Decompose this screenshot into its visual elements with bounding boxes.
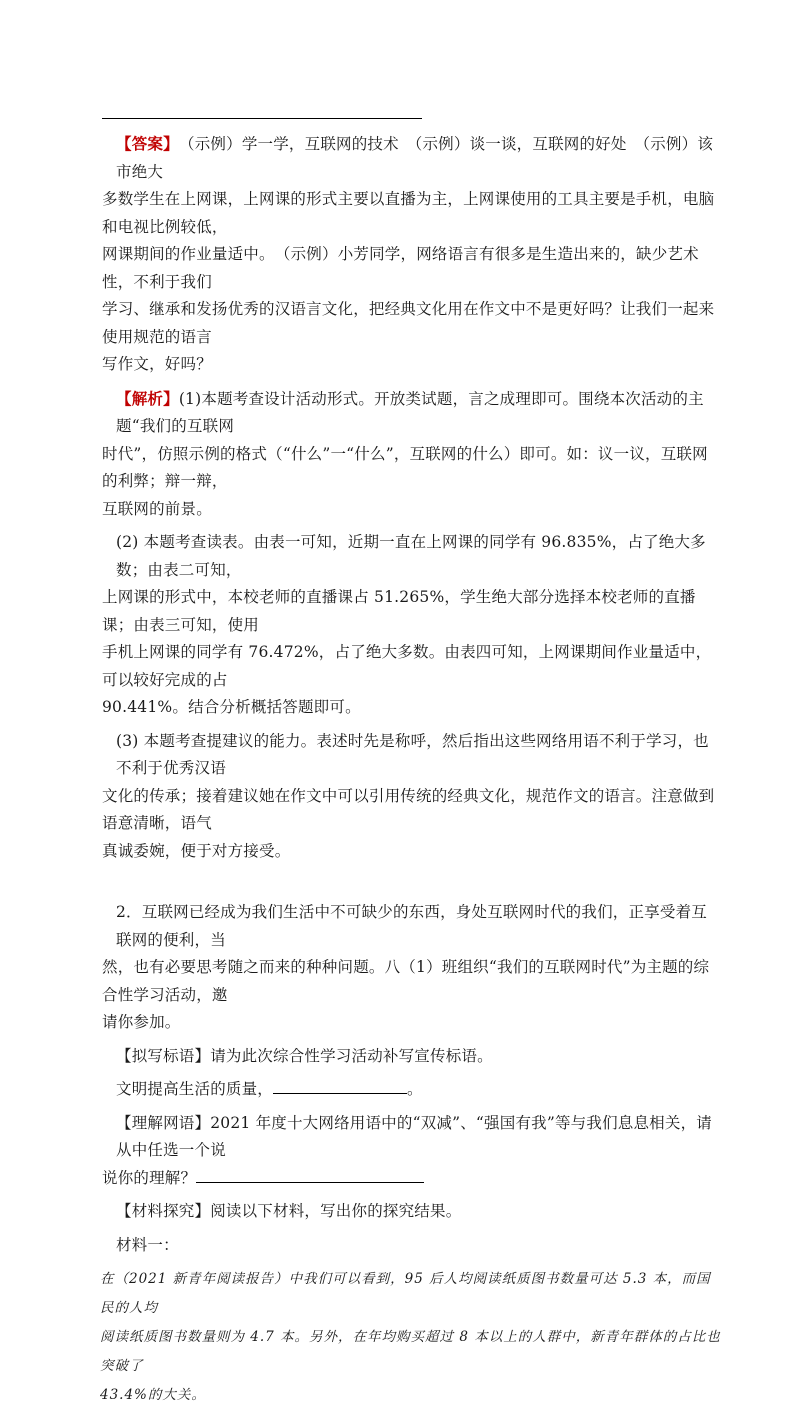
material-line-2: 阅读纸质图书数量则为 4.7 本。另外，在年均购买超过 8 本以上的人群中，新青年群体的占比也突破了 <box>100 1329 721 1374</box>
material-prompt: 【材料探究】阅读以下材料，写出你的探究结果。 <box>116 1202 462 1220</box>
slogan-line: 文明提高生活的质量， 。 <box>102 1076 722 1104</box>
question2-line-2: 然，也有必要思考随之而来的种种问题。八（1）班组织“我们的互联网时代”为主题的综合性学习活动，邀 <box>102 958 710 1004</box>
answer-tag: 【答案】 <box>116 134 172 153</box>
answer-line-3: 网课期间的作业量适中。 （示例）小芳同学，网络语言有很多是生造出来的，缺少艺术性，不利于我们 <box>102 245 699 291</box>
slogan-prompt: 【拟写标语】请为此次综合性学习活动补写宣传标语。 <box>116 1046 493 1065</box>
answer-line-5: 写作文，好吗？ <box>102 355 212 373</box>
question2-line-1: 2．互联网已经成为我们生活中不可缺少的东西，身处互联网时代的我们，正享受着互联网的便利，当 <box>116 903 707 949</box>
question2-line-3: 请你参加。 <box>102 1013 181 1031</box>
analysis-p2-line-3: 手机上网课的同学有 76.472%，占了绝大多数。由表四可知，上网课期间作业量适中，可以较好完成的占 <box>102 643 712 689</box>
analysis-p1-line-3: 互联网的前景。 <box>102 499 212 518</box>
analysis-p2-line-4: 90.441%。结合分析概括答题即可。 <box>102 698 361 716</box>
analysis-p1-line-2: 时代”，仿照示例的格式（“什么”一“什么”，互联网的什么）即可。如：议一议，互联网的利弊；辩一辩， <box>102 444 708 490</box>
analysis-p3-line-1: (3) 本题考查提建议的能力。表述时先是称呼，然后指出这些网络用语不利于学习，也不利于优秀汉语 <box>116 731 709 777</box>
netword-answer-blank[interactable] <box>196 1166 424 1183</box>
analysis-p2-line-2: 上网课的形式中，本校老师的直播课占 51.265%，学生绝大部分选择本校老师的直播课；由表三可知，使用 <box>102 588 696 634</box>
analysis-tag: 【解析】 <box>116 388 179 408</box>
analysis-p3-line-2: 文化的传承；接着建议她在作文中可以引用传统的经典文化，规范作文的语言。注意做到语意清晰，语气 <box>102 786 715 832</box>
answer-line-4: 学习、继承和发扬优秀的汉语言文化，把经典文化用在作文中不是更好吗？让我们一起来使用规范的语言 <box>102 300 715 346</box>
analysis-p2-line-1: (2) 本题考查读表。由表一可知，近期一直在上网课的同学有 96.835%，占了绝大多数；由表二可知， <box>116 533 706 579</box>
spacer <box>102 865 722 899</box>
document-body <box>102 130 722 1410</box>
material-line-1: 在（2021 新青年阅读报告）中我们可以看到，95 后人均阅读纸质图书数量可达 5.3 本，而国民的人均 <box>100 1271 711 1316</box>
analysis-p3-line-3: 真诚委婉，便于对方接受。 <box>102 841 291 860</box>
answer-line-2: 多数学生在上网课，上网课的形式主要以直播为主，上网课使用的工具主要是手机，电脑和电视比例较低， <box>102 190 715 236</box>
header-divider <box>102 118 422 119</box>
netword-prompt-line-1: 【理解网语】2021 年度十大网络用语中的“双减”、“强国有我”等与我们息息相关，请从中任选一个说 <box>116 1113 712 1159</box>
slogan-answer-blank[interactable] <box>273 1077 407 1094</box>
material-title: 材料一： <box>116 1235 179 1254</box>
analysis-p1-line-1: 【解析】(1)本题考查设计活动形式。开放类试题，言之成理即可。围绕本次活动的主题“我们的互联网 <box>116 388 704 435</box>
material-line-3: 43.4%的大关。 <box>100 1387 206 1403</box>
netword-prompt-line-2: 说你的理解？ <box>102 1165 722 1193</box>
answer-line-1: 【答案】 （示例）学一学，互联网的技术 （示例）谈一谈，互联网的好处 （示例）该市绝大 <box>116 134 714 181</box>
